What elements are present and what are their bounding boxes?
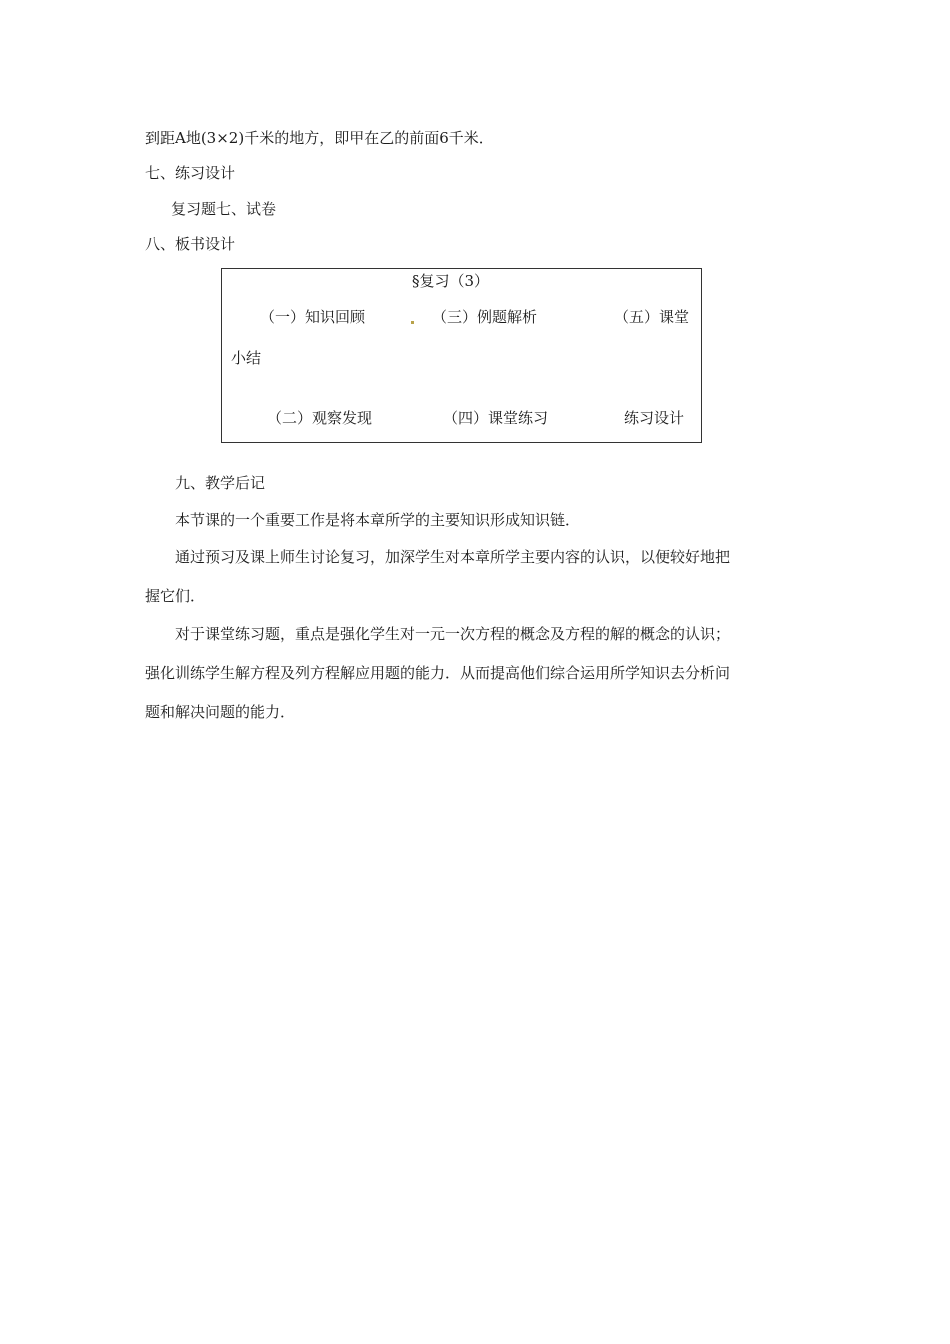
blackboard-design-box [221,268,702,443]
board-item-examples: （三）例题解析 [432,308,538,326]
board-item-summary-start: （五）课堂 [614,308,690,326]
intro-line: 到距A地(3×2)千米的地方，即甲在乙的前面6千米． [145,129,494,147]
section9-paragraph-2-line-2: 握它们． [145,587,206,605]
section7-body: 复习题七、试卷 [171,200,277,218]
section8-heading: 八、板书设计 [145,235,236,253]
stray-mark [411,321,414,324]
board-item-summary-end: 小结 [231,349,262,367]
section7-heading: 七、练习设计 [145,164,236,182]
section9-paragraph-3-line-1: 对于课堂练习题，重点是强化学生对一元一次方程的概念及方程的解的概念的认识； [175,625,731,643]
section9-heading: 九、教学后记 [175,474,266,492]
section9-paragraph-1: 本节课的一个重要工作是将本章所学的主要知识形成知识链． [175,511,581,529]
board-item-practice: （四）课堂练习 [443,409,549,427]
board-item-exercise-design: 练习设计 [624,409,685,427]
section9-paragraph-2-line-1: 通过预习及课上师生讨论复习，加深学生对本章所学主要内容的认识，以便较好地把 [175,548,731,566]
board-item-observe: （二）观察发现 [267,409,373,427]
section9-paragraph-3-line-2: 强化训练学生解方程及列方程解应用题的能力．从而提高他们综合运用所学知识去分析问 [145,664,731,682]
section9-paragraph-3-line-3: 题和解决问题的能力． [145,703,296,721]
board-title: §复习（3） [412,272,490,290]
board-item-review: （一）知识回顾 [260,308,366,326]
